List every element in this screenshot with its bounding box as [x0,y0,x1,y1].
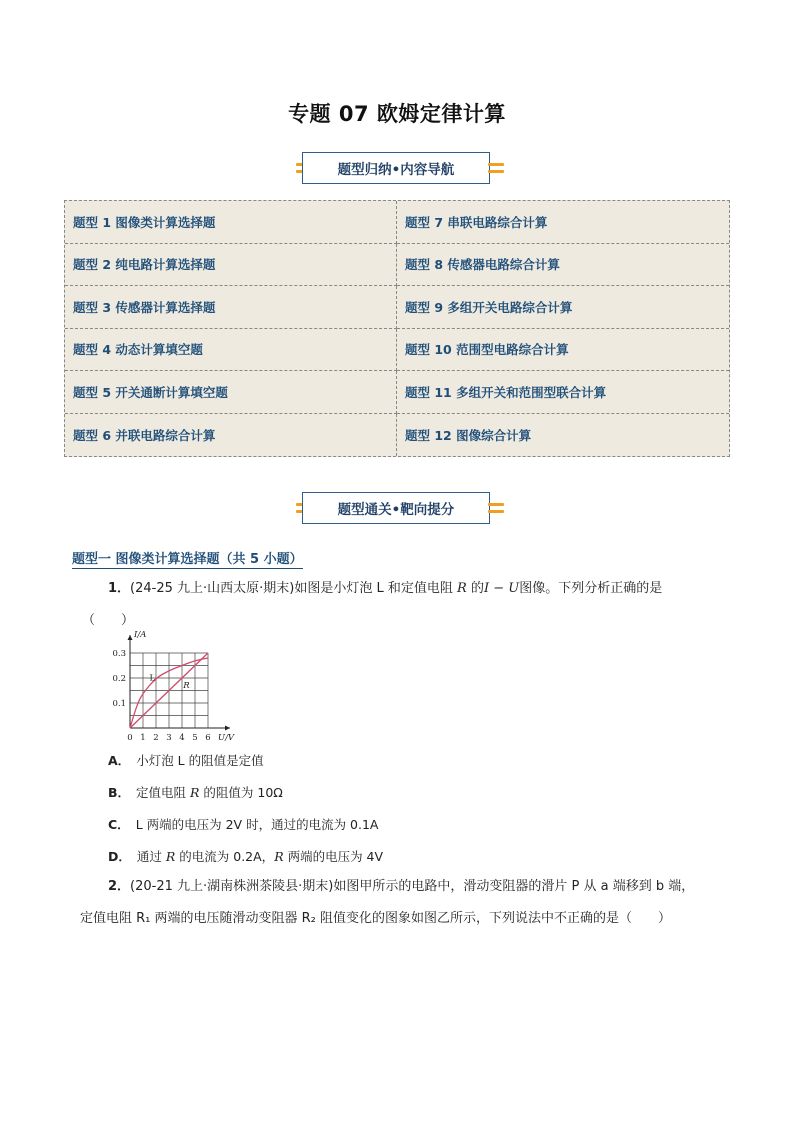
question-source: (20-21 九上·湖南株洲茶陵县·期末) [130,879,334,894]
decoration-icon [488,163,504,174]
y-tick-label: 0.2 [112,674,126,684]
practice-section-header [296,492,504,526]
x-tick-label: 0 [127,733,133,743]
question-1-stem [108,579,662,599]
nav-header-label: 题型归纳•内容导航 [302,152,490,184]
nav-item-type-9[interactable]: 题型 9 多组开关电路综合计算 [397,286,729,329]
variable-r: R [190,785,200,800]
question-2-line-2: 定值电阻 R₁ 两端的电压随滑动变阻器 R₂ 阻值变化的图象如图乙所示，下列说法中不正确的是（ ） [80,911,672,926]
option-d[interactable] [108,847,383,865]
page-title: 专题 07 欧姆定律计算 [288,102,506,126]
variable-r: R [165,849,176,864]
option-letter: C． [108,817,130,832]
option-b[interactable] [108,783,283,801]
content-navigation-table [64,200,730,457]
option-text: 小灯泡 L 的阻值是定值 [136,753,264,768]
x-tick-label: 5 [192,733,198,743]
answer-parentheses: （ ） [82,613,135,628]
nav-item-type-2[interactable]: 题型 2 纯电路计算选择题 [65,244,397,287]
option-text: 的阻值为 10Ω [199,785,283,800]
nav-item-type-11[interactable]: 题型 11 多组开关和范围型联合计算 [397,371,729,414]
series-l-label: L [149,673,156,684]
variable-r: R [274,849,284,864]
question-number: 1． [108,581,131,596]
option-letter: D． [108,849,131,864]
question-text: 的 [466,581,484,596]
nav-item-type-5[interactable]: 题型 5 开关通断计算填空题 [65,371,397,414]
nav-item-type-3[interactable]: 题型 3 传感器计算选择题 [65,286,397,329]
decoration-icon [488,503,504,514]
y-axis-label: I/A [134,630,147,640]
question-text: 如图甲所示的电路中，滑动变阻器的滑片 P 从 a 端移到 b 端， [333,879,695,894]
question-2-stem [108,877,694,897]
question-number: 2． [108,879,131,894]
nav-item-type-10[interactable]: 题型 10 范围型电路综合计算 [397,329,729,372]
option-text: 两端的电压为 4V [283,849,384,864]
question-text: 图像。下列分析正确的是 [519,581,663,596]
x-axis-arrow [225,726,230,731]
option-text: 的电流为 0.2A， [175,849,275,864]
option-text: 通过 [136,849,166,864]
variable-r: R [457,581,467,596]
x-tick-label: 6 [205,733,211,743]
nav-item-type-6[interactable]: 题型 6 并联电路综合计算 [65,414,397,457]
option-letter: B． [108,785,131,800]
x-axis-label: U/V [217,733,235,743]
nav-item-type-7[interactable]: 题型 7 串联电路综合计算 [397,201,729,244]
option-text: L 两端的电压为 2V 时，通过的电流为 0.1A [135,817,379,832]
x-tick-label: 3 [166,733,172,743]
x-tick-label: 4 [179,733,185,743]
practice-header-label: 题型通关•靶向提分 [302,492,490,524]
series-r-label: R [183,681,190,691]
question-source: (24-25 九上·山西太原·期末) [130,581,295,596]
option-a[interactable] [108,751,264,769]
x-tick-label: 2 [153,733,159,743]
option-text: 定值电阻 [136,785,191,800]
nav-item-type-8[interactable]: 题型 8 传感器电路综合计算 [397,244,729,287]
option-letter: A． [108,753,131,768]
nav-section-header [296,152,504,186]
y-tick-label: 0.1 [112,699,126,709]
nav-item-type-4[interactable]: 题型 4 动态计算填空题 [65,329,397,372]
nav-item-type-12[interactable]: 题型 12 图像综合计算 [405,427,532,443]
y-tick-label: 0.3 [112,649,126,659]
iu-graph [104,630,254,745]
variable-iu: I − U [483,581,520,596]
type-1-heading: 题型一 图像类计算选择题（共 5 小题） [72,548,303,569]
x-tick-label: 1 [140,733,146,743]
question-text: 如图是小灯泡 L 和定值电阻 [294,581,458,596]
option-c[interactable] [108,815,378,833]
y-axis-arrow [128,635,133,640]
nav-item-type-1[interactable]: 题型 1 图像类计算选择题 [65,201,397,244]
